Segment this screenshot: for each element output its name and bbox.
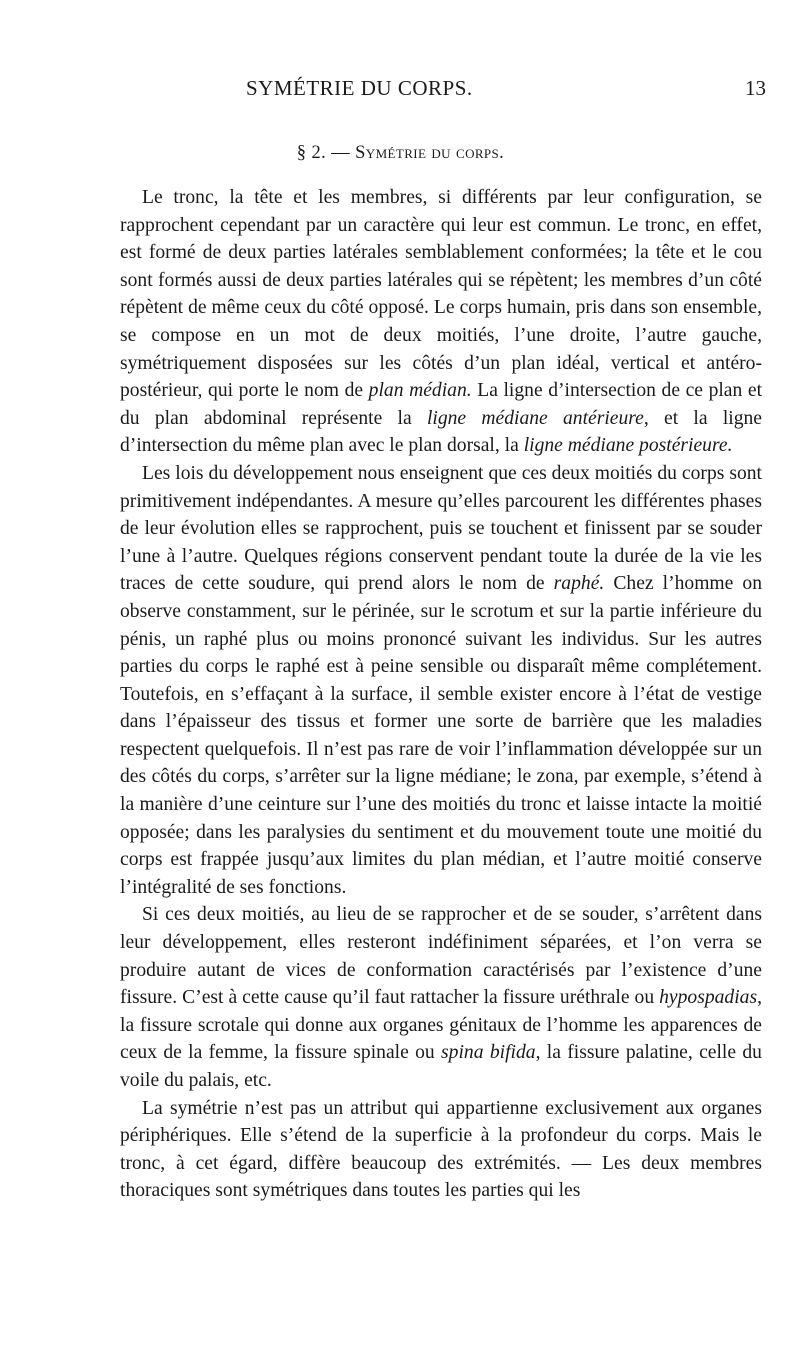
text-span: , la fissure scrotale qui donne aux organes génitaux de l’homme les apparences de ceux de la femme, la fissure spinale ou (120, 987, 762, 1064)
text-span: Chez l’homme on observe constamment, sur le périnée, sur le scrotum et sur la partie inférieure du pénis, un raphé plus ou moins prononcé suivant les individus. Sur les autres parties du corps le raphé est à peine sensible ou disparaît même complétement. Toutefois, en s’effaçant à la surface, il semble exister encore à l’état de vestige dans l’épaisseur des tissus et former une sorte de barrière que les maladies respectent quelquefois. Il n’est pas rare de voir l’inflammation développée sur un des côtés du corps, s’arrêter sur la ligne médiane; le zona, par exemple, s’étend à la manière d’une ceinture sur l’une des moitiés du tronc et laisse intacte la moitié opposée; dans les paralysies du sentiment et du mouvement toute une moitié du corps est frappée jusqu’aux limites du plan médian, et l’autre moitié conserve l’intégralité de ses fonctions. (120, 573, 763, 898)
italic-term: plan médian. (368, 380, 472, 402)
text-span: La ligne d’intersection de ce plan et du plan abdominal représente la (120, 380, 763, 429)
italic-term: spina bifida (441, 1042, 536, 1064)
text-span: Si ces deux moitiés, au lieu de se rapprocher et de se souder, s’arrêtent dans leur développement, elles resteront indéfiniment séparées, et l’on verra se produire autant de vices de conformation caractérisés par l’existence d’une fissure. C’est à cette cause qu’il faut rattacher la fissure uréthrale ou (120, 904, 762, 1009)
paragraph (120, 460, 762, 902)
text-span: , et la ligne d’intersection du même plan avec le plan dorsal, la (120, 407, 762, 457)
italic-term: hypospadias (659, 987, 758, 1009)
italic-term: raphé. (553, 573, 605, 595)
italic-term: ligne médiane antérieure (426, 407, 644, 429)
section-number: § 2. (296, 143, 327, 163)
page-number: 13 (745, 76, 766, 100)
section-dash: — (331, 143, 351, 163)
paragraph (120, 901, 762, 1094)
running-title: SYMÉTRIE DU CORPS. (246, 76, 473, 100)
text-span: Le tronc, la tête et les membres, si différents par leur configuration, se rapprochent cependant par un caractère qui leur est commun. Le tronc, en effet, est formé de deux parties latérales semblablement conformées; la tête et le cou sont formés aussi de deux parties latérales qui se répètent; les membres d’un côté répètent de même ceux du côté opposé. Le corps humain, pris dans son ensemble, se compose en un mot de deux moitiés, l’une droite, l’autre gauche, symétriquement disposées sur les côtés d’un plan idéal, vertical et antéro-postérieur, qui porte le nom de (120, 187, 762, 402)
italic-term: ligne médiane postérieure. (523, 435, 733, 457)
paragraph (120, 1095, 762, 1205)
text-span: La symétrie n’est pas un attribut qui appartienne exclusivement aux organes périphériques. Elle s’étend de la superficie à la profondeur du corps. Mais le tronc, à cet égard, diffère beaucoup des extrémités. — Les deux membres thoraciques sont symétriques dans toutes les parties qui les (120, 1097, 762, 1202)
section-title: Symétrie du corps. (355, 143, 505, 163)
body-text (120, 184, 762, 1205)
text-span: Les lois du développement nous enseignent que ces deux moitiés du corps sont primitivement indépendantes. A mesure qu’elles parcourent les différentes phases de leur évolution elles se rapprochent, puis se touchent et finissent par se souder l’une à l’autre. Quelques régions conservent pendant toute la durée de la vie les traces de cette soudure, qui prend alors le nom de (120, 462, 762, 595)
section-heading (0, 143, 801, 164)
running-header (246, 76, 766, 106)
paragraph (120, 184, 762, 460)
text-span: , la fissure palatine, celle du voile du palais, etc. (120, 1042, 762, 1091)
